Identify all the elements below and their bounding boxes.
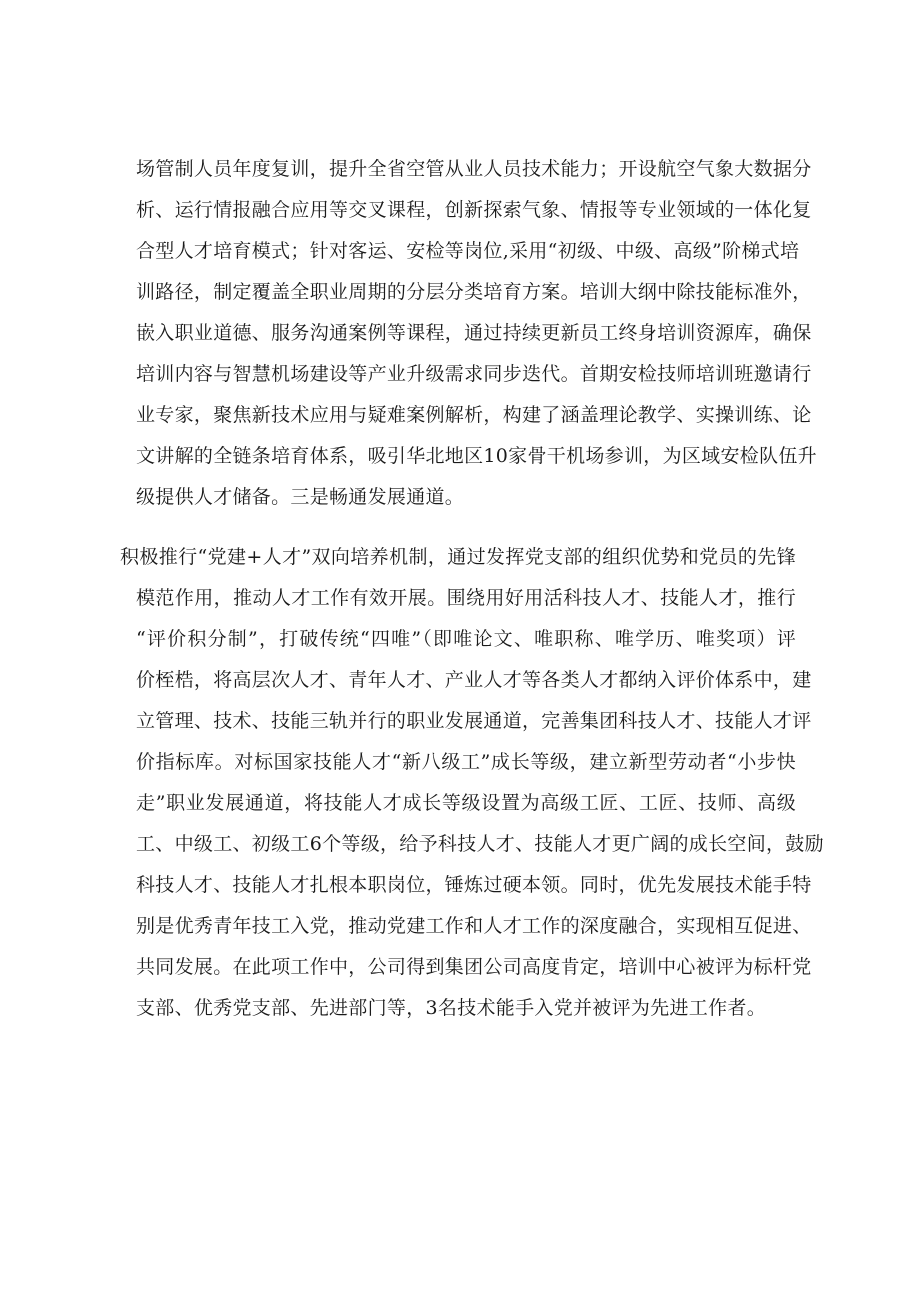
paragraph-line: 共同发展。在此项工作中，公司得到集团公司高度肯定，培训中心被评为标杆党 bbox=[136, 956, 812, 978]
paragraph-line: 模范作用，推动人才工作有效开展。围绕用好用活科技人才、技能人才，推行 bbox=[136, 587, 796, 609]
paragraph-line: 工、中级工、初级工6个等级，给予科技人才、技能人才更广阔的成长空间，鼓励 bbox=[136, 833, 824, 855]
paragraph-line: 析、运行情报融合应用等交叉课程，创新探索气象、情报等专业领域的一体化复 bbox=[136, 199, 812, 221]
paragraph-line: “评价积分制”，打破传统“四唯”（即唯论文、唯职称、唯学历、唯奖项）评 bbox=[136, 628, 796, 650]
paragraph-line: 训路径，制定覆盖全职业周期的分层分类培育方案。培训大纲中除技能标准外， bbox=[136, 281, 812, 303]
paragraph-line: 合型人才培育模式；针对客运、安检等岗位,采用“初级、中级、高级”阶梯式培 bbox=[136, 240, 800, 262]
paragraph-line: 场管制人员年度复训，提升全省空管从业人员技术能力；开设航空气象大数据分 bbox=[136, 158, 812, 180]
paragraph-line: 立管理、技术、技能三轨并行的职业发展通道，完善集团科技人才、技能人才评 bbox=[136, 710, 812, 732]
paragraph-line: 走”职业发展通道，将技能人才成长等级设置为高级工匠、工匠、技师、高级 bbox=[136, 792, 796, 814]
paragraph-line: 嵌入职业道德、服务沟通案例等课程，通过持续更新员工终身培训资源库，确保 bbox=[136, 322, 812, 344]
paragraph-line: 积极推行“党建+人才”双向培养机制，通过发挥党支部的组织优势和党员的先锋 bbox=[120, 546, 796, 568]
paragraph-line: 级提供人才储备。三是畅通发展通道。 bbox=[136, 486, 465, 508]
paragraph-line: 别是优秀青年技工入党，推动党建工作和人才工作的深度融合，实现相互促进、 bbox=[136, 915, 812, 937]
paragraph-line: 价桎梏，将高层次人才、青年人才、产业人才等各类人才都纳入评价体系中，建 bbox=[136, 669, 812, 691]
paragraph-line: 价指标库。对标国家技能人才“新八级工”成长等级，建立新型劳动者“小步快 bbox=[136, 751, 796, 773]
paragraph-line: 业专家，聚焦新技术应用与疑难案例解析，构建了涵盖理论教学、实操训练、论 bbox=[136, 404, 812, 426]
paragraph-line: 科技人才、技能人才扎根本职岗位，锤炼过硬本领。同时，优先发展技术能手特 bbox=[136, 874, 812, 896]
paragraph-line: 培训内容与智慧机场建设等产业升级需求同步迭代。首期安检技师培训班邀请行 bbox=[136, 363, 812, 385]
paragraph-line: 文讲解的全链条培育体系，吸引华北地区10家骨干机场参训，为区域安检队伍升 bbox=[136, 445, 817, 467]
paragraph-line: 支部、优秀党支部、先进部门等，3名技术能手入党并被评为先进工作者。 bbox=[136, 997, 766, 1019]
